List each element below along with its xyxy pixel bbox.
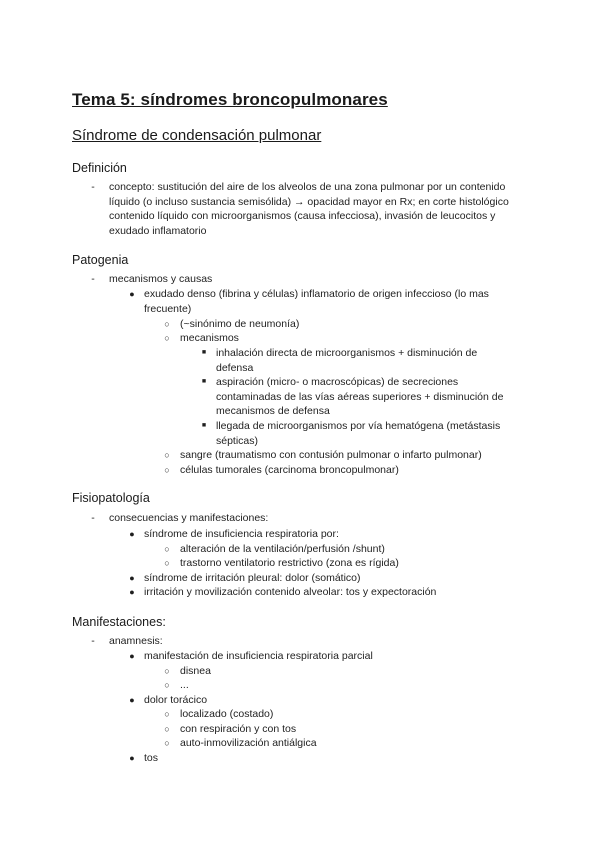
circle-marker: ○ (164, 709, 170, 719)
list-item-irritacion-pleural (144, 571, 524, 586)
square-marker: ■ (201, 378, 207, 385)
item-text: concepto: sustitución del aire de los alveolos de una zona pulmonar por un contenido líquido (o incluso sustancia semisólida) → opacidad mayor en Rx; en corte histológico contenido líquido con microorganismos (causa infecciosa), invasión de leucocitos y exudado inflamatorio (109, 181, 509, 237)
list-item-insuficiencia (144, 527, 524, 542)
list-item-sangre (180, 448, 530, 463)
bullet-marker: ● (129, 289, 135, 299)
dash-marker: - (91, 181, 95, 193)
item-text: aspiración (micro- o macroscópicas) de secreciones contaminadas de las vías aéreas superiores + disminución de mecanismos de defensa (216, 376, 504, 417)
item-text: exudado denso (fibrina y células) inflamatorio de origen infeccioso (lo mas frecuente) (144, 288, 489, 315)
heading-patogenia: Patogenia (72, 253, 129, 267)
list-item-manifestacion (144, 649, 524, 664)
square-marker: ■ (201, 349, 207, 356)
item-text: mecanismos (180, 332, 239, 344)
item-text: síndrome de irritación pleural: dolor (somático) (144, 572, 361, 584)
item-text: dolor torácico (144, 694, 208, 706)
circle-marker: ○ (164, 333, 170, 343)
bullet-marker: ● (129, 651, 135, 661)
circle-marker: ○ (164, 319, 170, 329)
dash-marker: - (91, 512, 95, 524)
item-text: ... (180, 679, 189, 691)
list-item-inhalacion (216, 346, 506, 375)
list-item-disnea (180, 664, 520, 679)
list-item-auto-inmovilizacion (180, 736, 520, 751)
item-text: inhalación directa de microorganismos + disminución de defensa (216, 347, 478, 374)
list-item-anamnesis (109, 634, 529, 649)
section-title: Síndrome de condensación pulmonar (72, 127, 322, 144)
list-item-dolor (144, 693, 524, 708)
list-item-ellipsis (180, 678, 520, 693)
heading-manifestaciones: Manifestaciones: (72, 615, 166, 629)
dash-marker: - (91, 635, 95, 647)
page-title: Tema 5: síndromes broncopulmonares (72, 90, 388, 109)
heading-fisiopatologia: Fisiopatología (72, 491, 150, 505)
item-text: mecanismos y causas (109, 273, 213, 285)
item-text: síndrome de insuficiencia respiratoria por: (144, 528, 339, 540)
list-item-mecanismos (180, 331, 520, 346)
item-text: células tumorales (carcinoma broncopulmonar) (180, 464, 399, 476)
list-item-sinonimo (180, 317, 520, 332)
bullet-marker: ● (129, 573, 135, 583)
item-text: con respiración y con tos (180, 723, 297, 735)
item-text: (~sinónimo de neumonía) (180, 318, 300, 330)
list-item-localizado (180, 707, 520, 722)
circle-marker: ○ (164, 724, 170, 734)
list-item-llegada (216, 419, 516, 448)
circle-marker: ○ (164, 465, 170, 475)
bullet-marker: ● (129, 753, 135, 763)
list-item-mecanismos-causas (109, 272, 529, 287)
circle-marker: ○ (164, 558, 170, 568)
list-item-aspiracion (216, 375, 516, 419)
square-marker: ■ (201, 422, 207, 429)
bullet-marker: ● (129, 529, 135, 539)
circle-marker: ○ (164, 738, 170, 748)
circle-marker: ○ (164, 680, 170, 690)
item-text: llegada de microorganismos por vía hematógena (metástasis sépticas) (216, 420, 501, 447)
circle-marker: ○ (164, 544, 170, 554)
item-text: localizado (costado) (180, 708, 274, 720)
list-item-tos (144, 751, 524, 766)
item-text: tos (144, 752, 159, 764)
list-item-exudado (144, 287, 524, 316)
list-item-concepto (109, 180, 529, 238)
item-text: anamnesis: (109, 635, 163, 647)
list-item-irritacion-alveolar (144, 585, 544, 600)
item-text: sangre (traumatismo con contusión pulmonar o infarto pulmonar) (180, 449, 482, 461)
list-item-alteracion (180, 542, 530, 557)
circle-marker: ○ (164, 450, 170, 460)
item-text: manifestación de insuficiencia respiratoria parcial (144, 650, 373, 662)
heading-definicion: Definición (72, 161, 127, 175)
dash-marker: - (91, 273, 95, 285)
list-item-trastorno (180, 556, 530, 571)
item-text: alteración de la ventilación/perfusión /shunt) (180, 543, 385, 555)
item-text: trastorno ventilatorio restrictivo (zona es rígida) (180, 557, 399, 569)
item-text: auto-inmovilización antiálgica (180, 737, 317, 749)
item-text: disnea (180, 665, 211, 677)
item-text: irritación y movilización contenido alveolar: tos y expectoración (144, 586, 437, 598)
bullet-marker: ● (129, 695, 135, 705)
list-item-con-respiracion (180, 722, 520, 737)
list-item-consecuencias (109, 511, 529, 526)
item-text: consecuencias y manifestaciones: (109, 512, 269, 524)
circle-marker: ○ (164, 666, 170, 676)
list-item-celulas (180, 463, 530, 478)
bullet-marker: ● (129, 587, 135, 597)
